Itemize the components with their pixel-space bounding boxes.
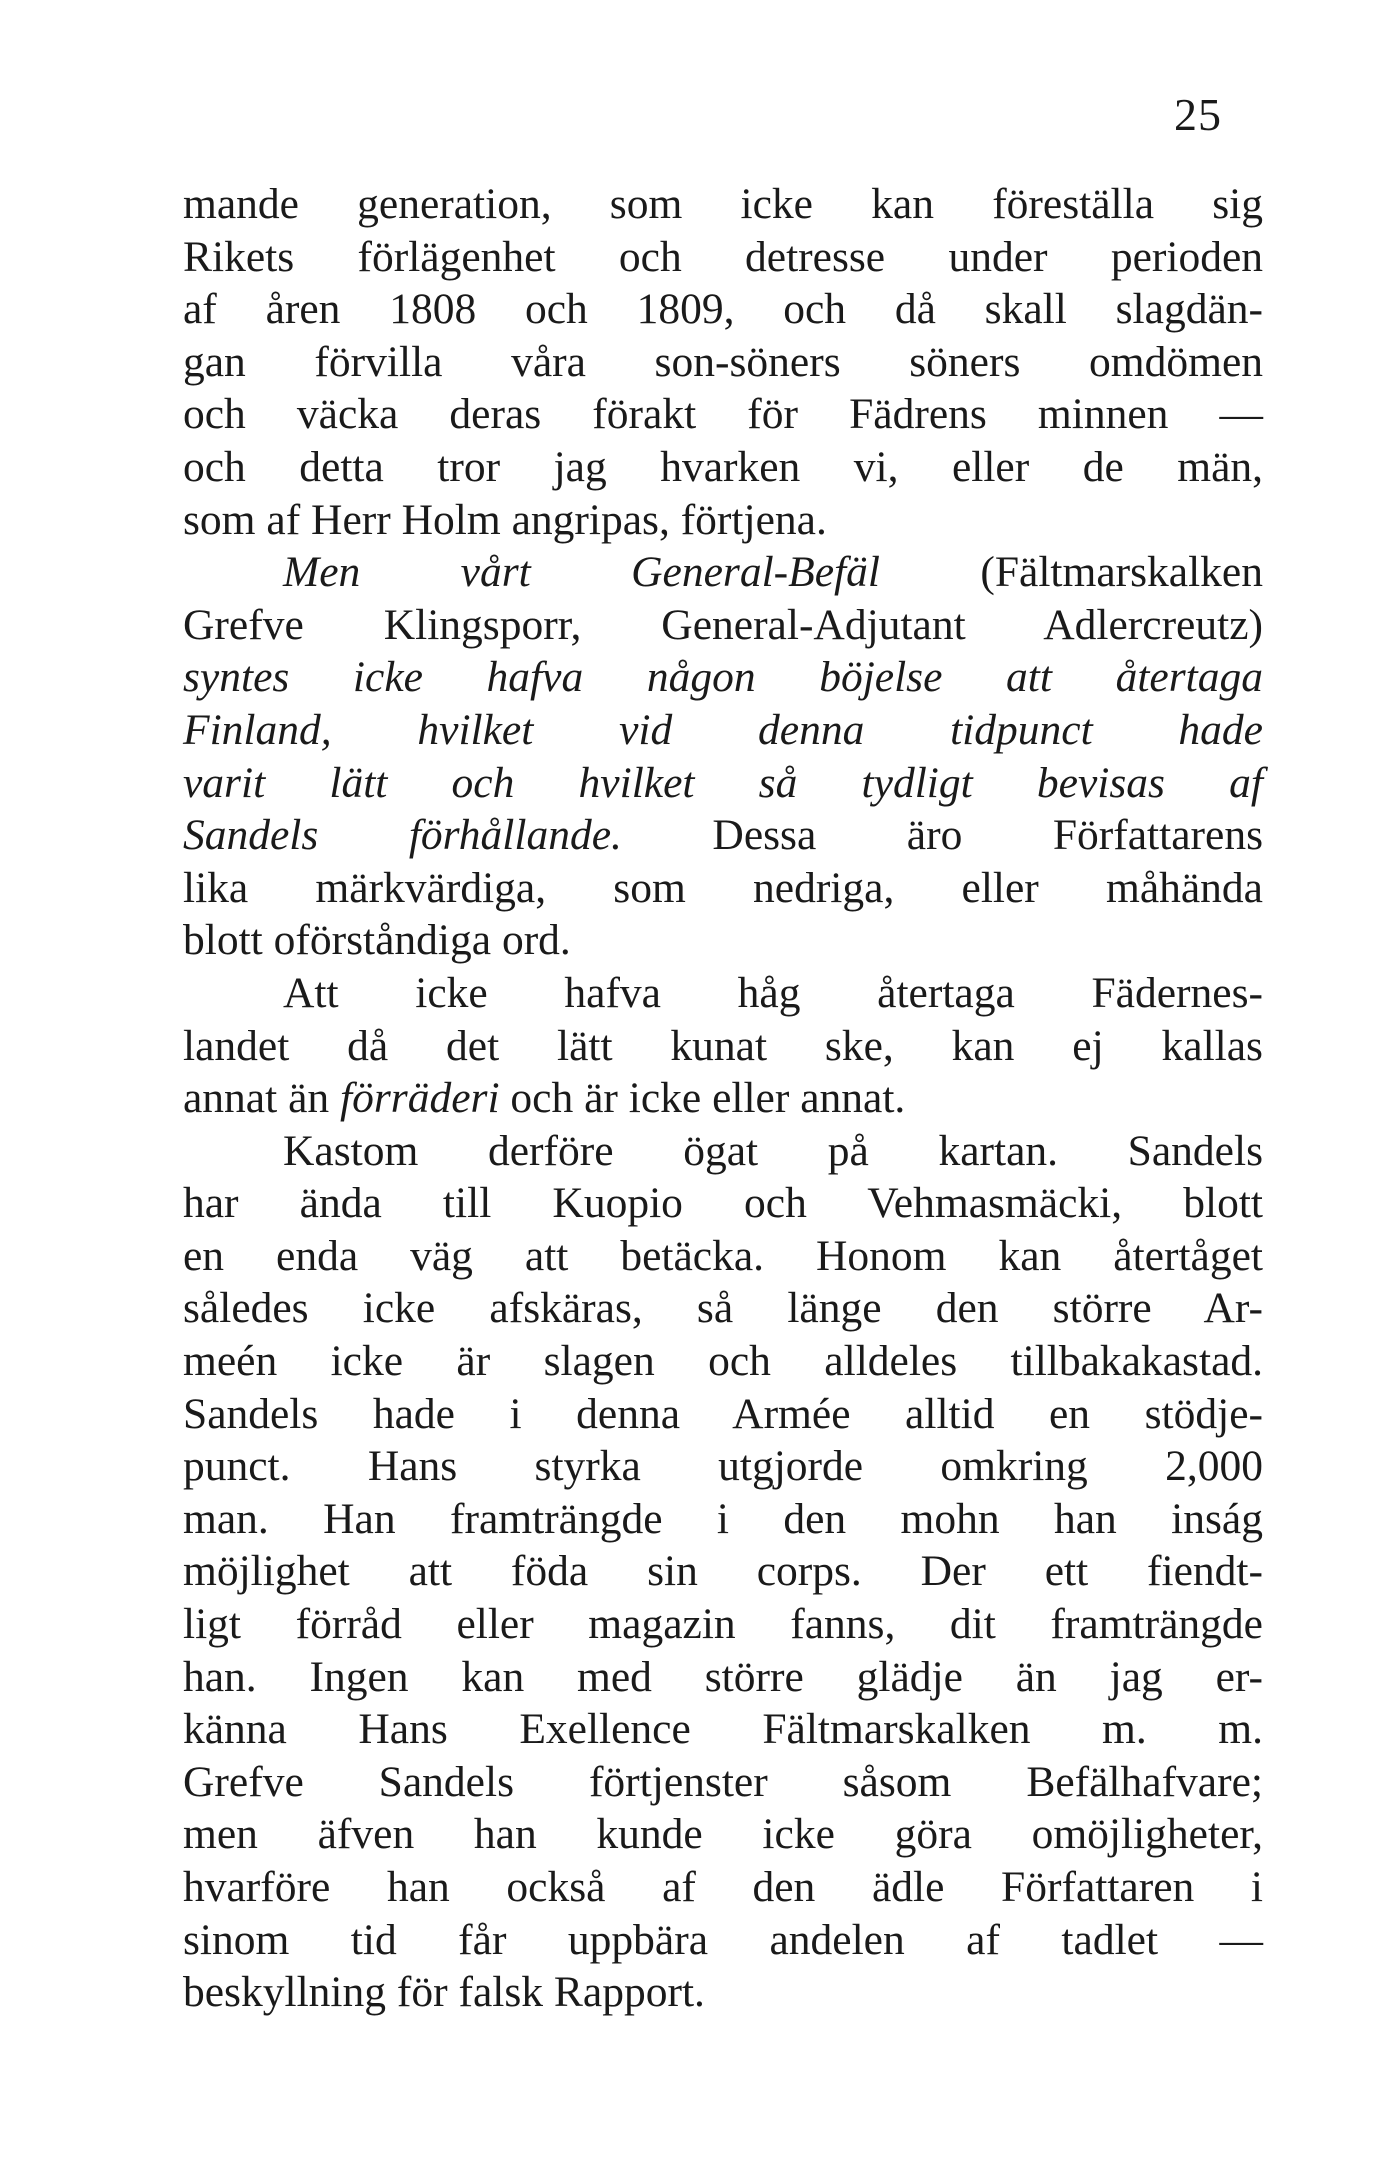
page-number: 25	[1174, 89, 1222, 140]
text-line	[183, 283, 1263, 336]
text-segment: beskyllning för falsk Rapport.	[183, 1968, 705, 2017]
body-text	[183, 178, 1263, 2019]
text-segment: Grefve Klingsporr, General-Adjutant Adlercreutz)	[183, 600, 1263, 649]
text-segment: möjlighet att föda sin corps. Der ett fiendt-	[183, 1547, 1263, 1596]
text-segment: Grefve Sandels förtjenster såsom Befälhafvare;	[183, 1757, 1263, 1806]
text-line	[183, 1808, 1263, 1861]
text-line	[183, 1545, 1263, 1598]
text-line	[183, 494, 1263, 547]
text-line	[183, 1651, 1263, 1704]
text-segment: en enda väg att betäcka. Honom kan återtåget	[183, 1231, 1263, 1280]
text-segment: annat än	[183, 1074, 341, 1123]
text-line	[183, 1440, 1263, 1493]
text-line	[183, 1335, 1263, 1388]
text-segment: således icke afskäras, så länge den större Ar-	[183, 1284, 1263, 1333]
text-segment: men äfven han kunde icke göra omöjligheter,	[183, 1810, 1263, 1859]
text-segment: landet då det lätt kunat ske, kan ej kallas	[183, 1021, 1263, 1070]
italic-text: Finland, hvilket vid denna tidpunct hade	[183, 705, 1263, 754]
text-line	[183, 388, 1263, 441]
text-segment: man. Han framträngde i den mohn han inság	[183, 1494, 1263, 1543]
text-line	[183, 1020, 1263, 1073]
text-segment: ligt förråd eller magazin fanns, dit framträngde	[183, 1600, 1263, 1649]
text-line	[183, 757, 1263, 810]
italic-text: Men vårt General-Befäl	[283, 548, 880, 597]
text-segment: Rikets förlägenhet och detresse under perioden	[183, 232, 1263, 281]
text-segment: (Fältmarskalken	[879, 548, 1263, 597]
text-segment: han. Ingen kan med större glädje än jag er-	[183, 1652, 1263, 1701]
text-segment: gan förvilla våra son-söners söners omdömen	[183, 337, 1263, 386]
text-line	[183, 809, 1263, 862]
text-line	[183, 336, 1263, 389]
text-line	[183, 704, 1263, 757]
text-line	[183, 1177, 1263, 1230]
text-line	[183, 1388, 1263, 1441]
text-line	[183, 546, 1263, 599]
text-segment: Dessa äro Författarens	[621, 811, 1263, 860]
text-segment: Kastom derföre ögat på kartan. Sandels	[283, 1126, 1263, 1175]
text-line	[183, 441, 1263, 494]
text-line	[183, 1756, 1263, 1809]
text-line	[183, 914, 1263, 967]
italic-text: förräderi	[340, 1074, 500, 1123]
text-segment: mande generation, som icke kan föreställa sig	[183, 180, 1263, 228]
text-segment: punct. Hans styrka utgjorde omkring 2,000	[183, 1442, 1263, 1491]
text-segment: Att icke hafva håg återtaga Fädernes-	[283, 968, 1263, 1017]
text-line	[183, 1230, 1263, 1283]
text-segment: som af Herr Holm angripas, förtjena.	[183, 495, 827, 544]
text-segment: blott oförståndiga ord.	[183, 916, 571, 965]
text-segment: lika märkvärdiga, som nedriga, eller måhända	[183, 863, 1263, 912]
text-line	[183, 1966, 1263, 2019]
text-line	[183, 1861, 1263, 1914]
text-line	[183, 862, 1263, 915]
text-segment: och detta tror jag hvarken vi, eller de män,	[183, 442, 1263, 491]
text-line	[183, 599, 1263, 652]
italic-text: syntes icke hafva någon böjelse att återtaga	[183, 653, 1263, 702]
text-line	[183, 1282, 1263, 1335]
text-line	[183, 651, 1263, 704]
text-line	[183, 1493, 1263, 1546]
text-line	[183, 967, 1263, 1020]
text-segment: Sandels hade i denna Armée alltid en stödje-	[183, 1389, 1263, 1438]
text-segment: af åren 1808 och 1809, och då skall slagdän-	[183, 285, 1263, 334]
text-segment: sinom tid får uppbära andelen af tadlet —	[183, 1915, 1263, 1964]
text-segment: känna Hans Exellence Fältmarskalken m. m.	[183, 1705, 1263, 1754]
text-segment: har ända till Kuopio och Vehmasmäcki, blott	[183, 1179, 1263, 1228]
text-line	[183, 1703, 1263, 1756]
text-line	[183, 1125, 1263, 1178]
italic-text: Sandels förhållande.	[183, 811, 622, 860]
text-segment: och är icke eller annat.	[499, 1074, 906, 1123]
italic-text: varit lätt och hvilket så tydligt bevisas af	[183, 758, 1263, 807]
text-segment: meén icke är slagen och alldeles tillbakakastad.	[183, 1337, 1263, 1386]
text-line	[183, 1072, 1263, 1125]
text-segment: hvarföre han också af den ädle Författaren i	[183, 1863, 1263, 1911]
text-line	[183, 1598, 1263, 1651]
text-line	[183, 178, 1263, 231]
text-line	[183, 231, 1263, 284]
text-segment: och väcka deras förakt för Fädrens minnen —	[183, 390, 1263, 439]
text-line	[183, 1914, 1263, 1967]
